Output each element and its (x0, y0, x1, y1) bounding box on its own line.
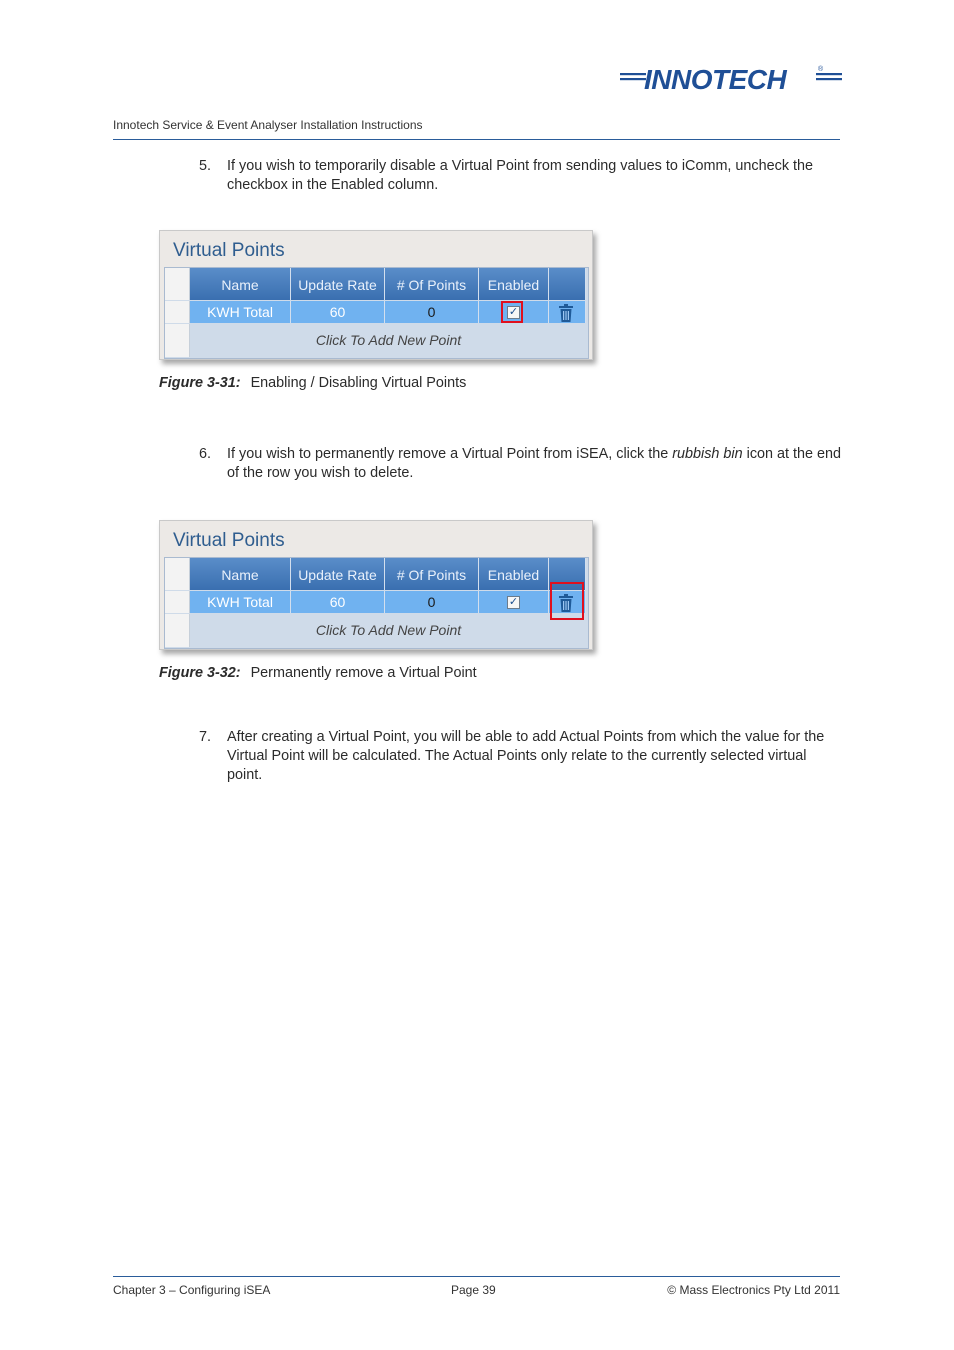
column-header-name[interactable]: Name (190, 268, 291, 300)
svg-text:®: ® (818, 66, 824, 73)
enabled-checkbox[interactable]: ✓ (508, 306, 519, 318)
figure-caption (159, 665, 477, 681)
footer-chapter: Chapter 3 – Configuring iSEA (113, 1283, 271, 1297)
cell-points[interactable]: 0 (385, 301, 479, 323)
step-text: If you wish to temporarily disable a Virtual Point from sending values to iComm, uncheck the checkbox in the Enabled column. (227, 158, 814, 193)
column-header-update-rate[interactable]: Update Rate (291, 268, 385, 300)
figure-caption-text: Enabling / Disabling Virtual Points (250, 375, 467, 391)
virtual-points-grid (164, 267, 589, 359)
innotech-logo-text: INNOTECH (644, 64, 787, 95)
figure-label: Figure 3-31: (159, 375, 241, 391)
panel-title: Virtual Points (173, 530, 285, 551)
step-text: After creating a Virtual Point, you will be able to add Actual Points from which the value for the Virtual Point will be calculated. The Actual Points only relate to the currently selected virtual point. (227, 729, 825, 783)
footer-page-number: Page 39 (451, 1283, 496, 1297)
cell-update-rate[interactable]: 60 (291, 591, 385, 613)
step-5 (199, 157, 844, 195)
step-6 (199, 445, 844, 483)
innotech-logo (620, 62, 842, 96)
footer-divider (113, 1276, 840, 1277)
highlight-box (550, 582, 584, 620)
new-row-selector[interactable] (165, 614, 190, 647)
panel-title: Virtual Points (173, 240, 285, 261)
figure-caption-text: Permanently remove a Virtual Point (250, 665, 477, 681)
step-number: 7. (199, 729, 212, 745)
rubbish-bin-term: rubbish bin (672, 446, 743, 462)
step-7 (199, 728, 844, 785)
highlight-box (501, 301, 523, 323)
step-number: 6. (199, 446, 212, 462)
rubbish-bin-icon[interactable] (558, 303, 574, 323)
add-new-point-row[interactable]: Click To Add New Point (315, 332, 462, 348)
column-header-enabled[interactable]: Enabled (479, 558, 549, 590)
cell-points[interactable]: 0 (385, 591, 479, 613)
enabled-checkbox[interactable]: ✓ (508, 596, 519, 608)
column-header-points[interactable]: # Of Points (385, 268, 479, 300)
virtual-points-grid (164, 557, 589, 649)
add-new-point-row[interactable]: Click To Add New Point (315, 622, 462, 638)
new-row-selector[interactable] (165, 324, 190, 357)
row-selector[interactable] (165, 301, 190, 323)
row-header-corner (165, 268, 190, 300)
document-title: Innotech Service & Event Analyser Installation Instructions (113, 118, 423, 132)
virtual-points-panel (159, 230, 593, 360)
header-divider (113, 139, 840, 140)
row-header-corner (165, 558, 190, 590)
column-header-name[interactable]: Name (190, 558, 291, 590)
step-number: 5. (199, 158, 212, 174)
figure-label: Figure 3-32: (159, 665, 241, 681)
cell-name[interactable]: KWH Total (190, 591, 291, 613)
footer-copyright: © Mass Electronics Pty Ltd 2011 (667, 1283, 840, 1297)
cell-name[interactable]: KWH Total (190, 301, 291, 323)
virtual-points-panel (159, 520, 593, 650)
column-header-update-rate[interactable]: Update Rate (291, 558, 385, 590)
step-text: If you wish to permanently remove a Virtual Point from iSEA, click the rubbish bin icon at the end of the row you wish to delete. (227, 446, 842, 481)
cell-update-rate[interactable]: 60 (291, 301, 385, 323)
column-header-enabled[interactable]: Enabled (479, 268, 549, 300)
column-header-delete (549, 268, 586, 300)
row-selector[interactable] (165, 591, 190, 613)
column-header-points[interactable]: # Of Points (385, 558, 479, 590)
figure-caption (159, 375, 466, 391)
